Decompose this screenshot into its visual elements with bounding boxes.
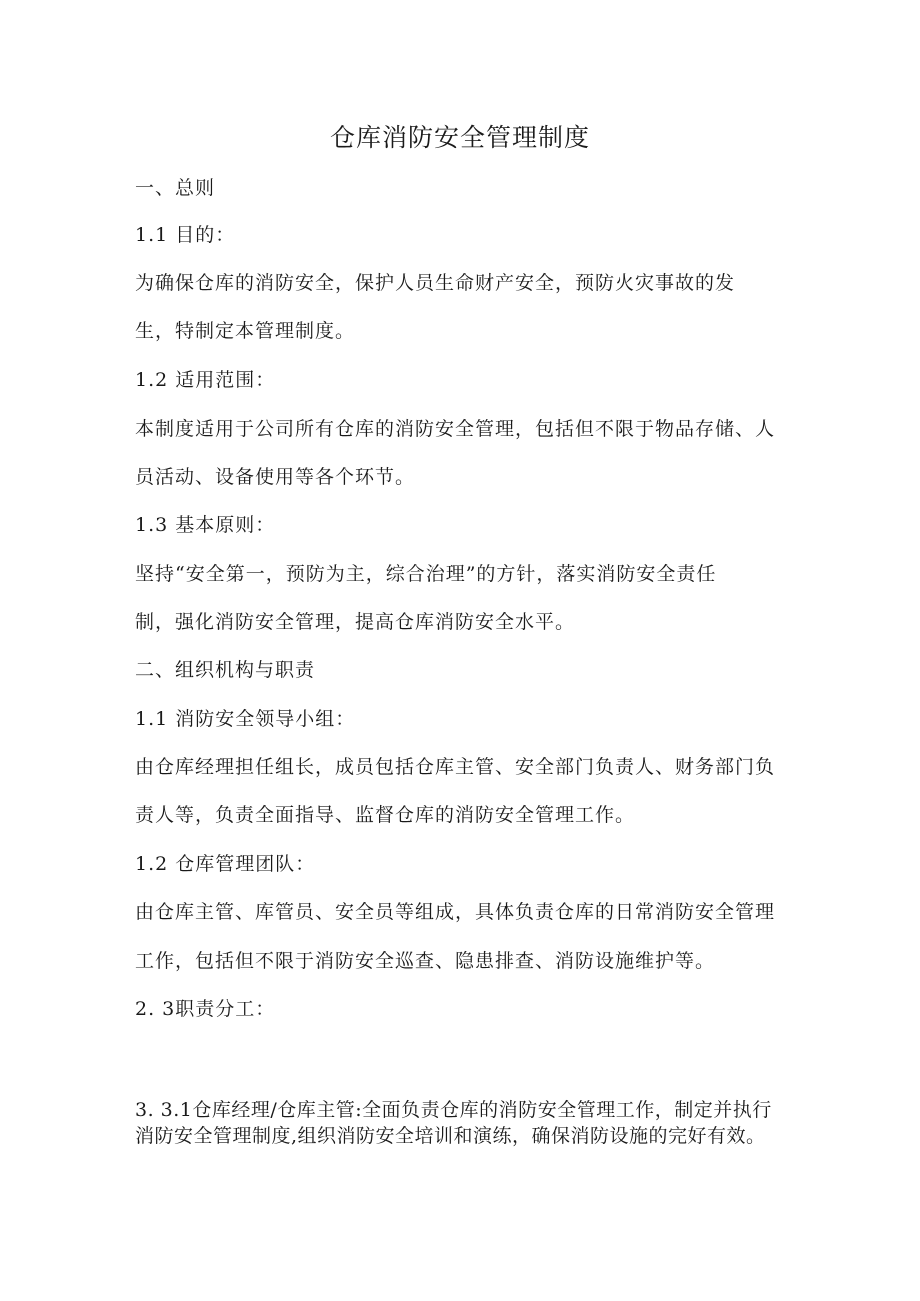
paragraph-line: 责人等，负责全面指导、监督仓库的消防安全管理工作。 — [135, 804, 636, 826]
paragraph-line: 坚持“安全第一，预防为主，综合治理”的方针，落实消防安全责任 — [135, 563, 717, 585]
paragraph-line: 由仓库经理担任组长，成员包括仓库主管、安全部门负责人、财务部门负 — [135, 756, 776, 778]
paragraph-line: 本制度适用于公司所有仓库的消防安全管理，包括但不限于物品存储、人 — [135, 418, 776, 440]
paragraph-line: 为确保仓库的消防安全，保护人员生命财产安全，预防火灾事故的发 — [135, 272, 736, 294]
section-heading-organization: 二、组织机构与职责 — [135, 659, 316, 681]
subheading-responsibilities: 2. 3职责分工： — [135, 998, 276, 1020]
document-title: 仓库消防安全管理制度 — [329, 123, 590, 152]
section-heading-general: 一、总则 — [135, 177, 216, 199]
paragraph-line: 制，强化消防安全管理，提高仓库消防安全水平。 — [135, 611, 576, 633]
subheading-scope: 1.2 适用范围： — [135, 369, 276, 391]
paragraph-line: 由仓库主管、库管员、安全员等组成，具体负责仓库的日常消防安全管理 — [135, 901, 776, 923]
subheading-management-team: 1.2 仓库管理团队： — [135, 853, 316, 875]
paragraph-line: 员活动、设备使用等各个环节。 — [135, 466, 416, 488]
subheading-purpose: 1.1 目的： — [135, 224, 236, 246]
subheading-principles: 1.3 基本原则： — [135, 514, 276, 536]
paragraph-line: 工作，包括但不限于消防安全巡查、隐患排查、消防设施维护等。 — [135, 950, 716, 972]
paragraph-warehouse-manager: 3. 3.1仓库经理/仓库主管:全面负责仓库的消防安全管理工作，制定并执行消防安全管理制度,组织消防安全培训和演练，确保消防设施的完好有效。 — [135, 1099, 772, 1147]
paragraph-line: 生，特制定本管理制度。 — [135, 320, 356, 342]
subheading-leadership-group: 1.1 消防安全领导小组： — [135, 708, 356, 730]
